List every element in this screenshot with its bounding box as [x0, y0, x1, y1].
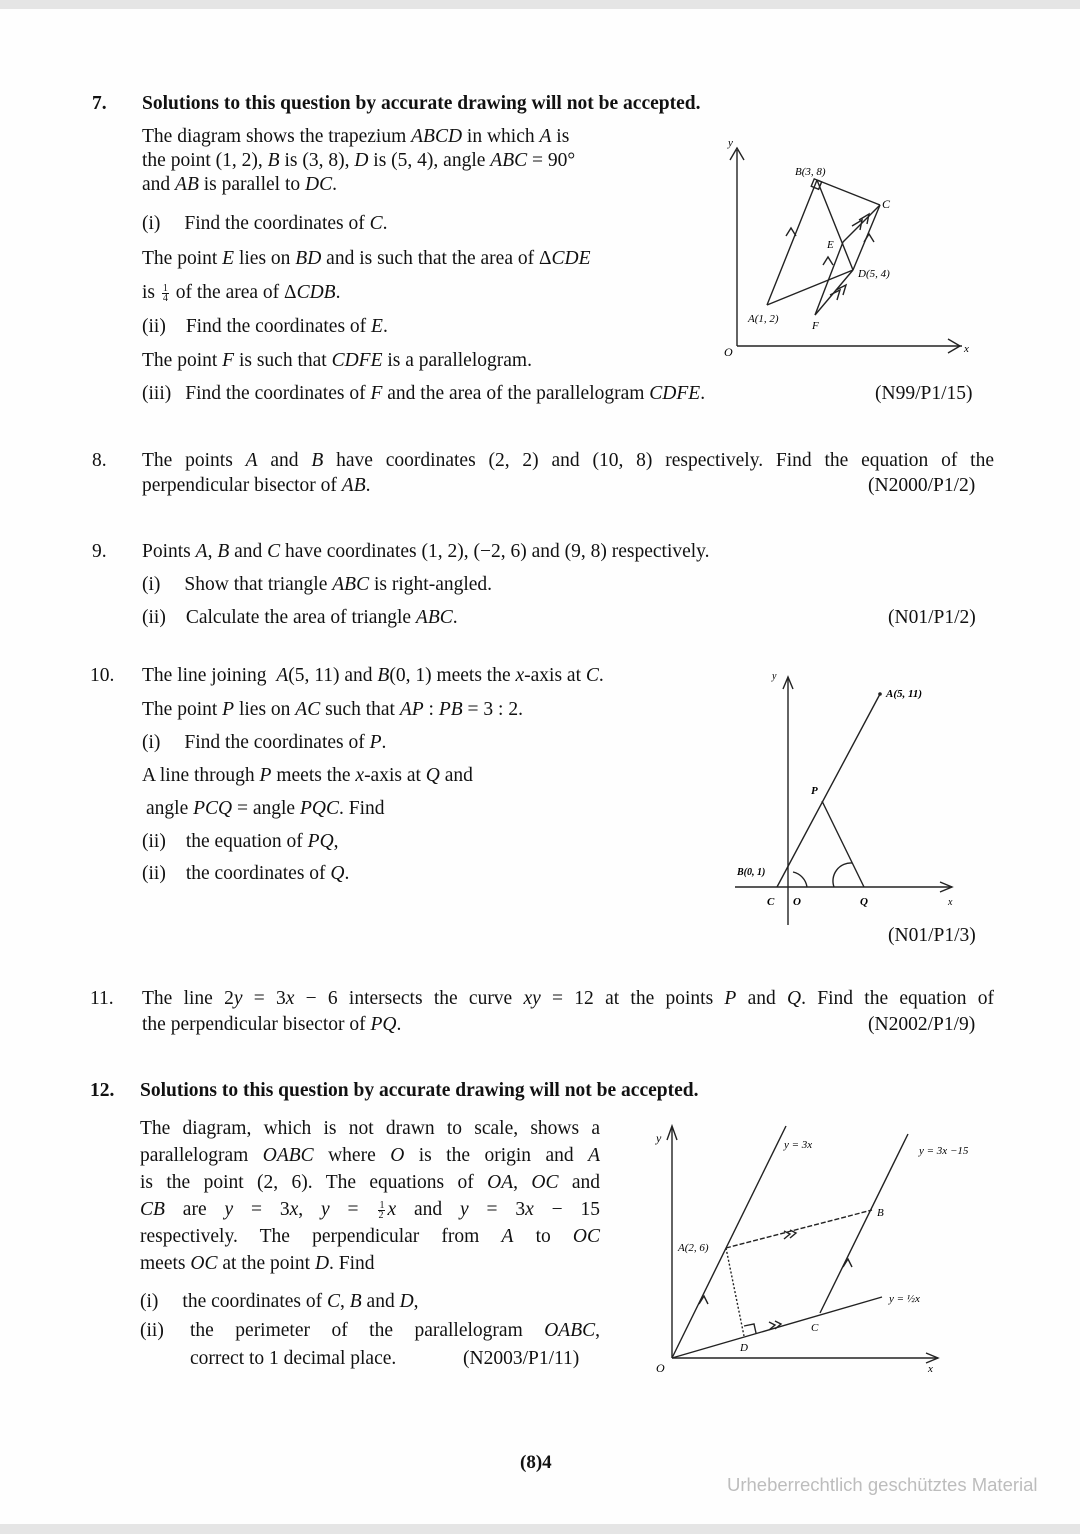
- question-number: 10.: [90, 665, 115, 686]
- svg-text:B: B: [877, 1207, 884, 1219]
- svg-text:x: x: [928, 1363, 933, 1375]
- svg-text:C: C: [811, 1322, 819, 1334]
- svg-text:D: D: [740, 1342, 748, 1354]
- svg-text:y: y: [772, 671, 777, 682]
- part-i: (i) Show that triangle ABC is right-angled.: [142, 574, 493, 595]
- svg-text:C: C: [882, 197, 891, 211]
- question-reference: (N01/P1/3): [888, 925, 976, 946]
- part-ii: (ii) the perimeter of the parallelogram OABC,: [140, 1320, 600, 1341]
- question-reference: (N2000/P1/2): [868, 475, 976, 496]
- svg-text:B(3, 8): B(3, 8): [795, 166, 826, 178]
- part-i: (i) Find the coordinates of C.: [142, 213, 388, 234]
- svg-text:E: E: [827, 239, 834, 251]
- question-number: 9.: [92, 541, 107, 562]
- question-text-line: parallelogram OABC where O is the origin and A: [140, 1145, 600, 1166]
- svg-text:y = ½x: y = ½x: [889, 1293, 920, 1305]
- question-text-line: perpendicular bisector of AB.: [142, 475, 371, 496]
- question-reference: (N2003/P1/11): [463, 1348, 580, 1369]
- top-border-strip: [0, 0, 1080, 9]
- question-text-line: the perpendicular bisector of PQ.: [142, 1014, 402, 1035]
- question-text-line: The diagram, which is not drawn to scale, shows a: [140, 1118, 600, 1139]
- question-text-line: Points A, B and C have coordinates (1, 2), (−2, 6) and (9, 8) respectively.: [142, 541, 710, 562]
- question-text-line: is $\frac{1}{4}$ of the area of ΔCDB.: [142, 282, 341, 305]
- svg-text:F: F: [812, 320, 819, 332]
- svg-text:C: C: [767, 896, 775, 908]
- svg-text:D(5, 4): D(5, 4): [858, 268, 890, 280]
- question-text-line: The line 2y = 3x − 6 intersects the curve xy = 12 at the points P and Q. Find the equation of: [142, 988, 995, 1009]
- page-number: (8)4: [520, 1452, 552, 1473]
- svg-text:y: y: [728, 137, 733, 149]
- svg-text:y = 3x −15: y = 3x −15: [919, 1145, 969, 1157]
- question-text-line: CB are y = 3x, y = $\frac{1}{2}$ x and y = 3x − 15: [140, 1199, 601, 1222]
- svg-text:A(2, 6): A(2, 6): [678, 1242, 709, 1254]
- question-text-line: the point (1, 2), B is (3, 8), D is (5, 4), angle ABC = 90°: [142, 150, 576, 171]
- question-reference: (N99/P1/15): [875, 383, 973, 404]
- question-text-line: The point P lies on AC such that AP : PB = 3 : 2.: [142, 699, 523, 720]
- svg-text:y = 3x: y = 3x: [784, 1139, 813, 1151]
- question-text-line: The point F is such that CDFE is a parallelogram.: [142, 350, 532, 371]
- part-ii: (ii) the equation of PQ,: [142, 831, 339, 852]
- svg-text:A(5, 11): A(5, 11): [886, 688, 923, 700]
- bottom-border-strip: [0, 1524, 1080, 1534]
- question-reference: (N01/P1/2): [888, 607, 976, 628]
- question-text-line: meets OC at the point D. Find: [140, 1253, 375, 1274]
- line-ac-diagram: [720, 665, 1000, 925]
- line-y-3x-15: [820, 1134, 908, 1313]
- svg-text:P: P: [811, 785, 818, 797]
- question-text-line: The point E lies on BD and is such that the area of ΔCDE: [142, 248, 591, 269]
- svg-text:O: O: [793, 896, 801, 908]
- svg-text:y: y: [656, 1131, 662, 1145]
- copyright-watermark: Urheberrechtlich geschütztes Material: [727, 1474, 1038, 1495]
- question-heading: Solutions to this question by accurate drawing will not be accepted.: [142, 93, 701, 114]
- question-text-line: The points A and B have coordinates (2, 2) and (10, 8) respectively. Find the equation of the: [142, 450, 995, 471]
- question-text-line: The line joining A(5, 11) and B(0, 1) meets the x-axis at C.: [142, 665, 604, 686]
- question-number: 11.: [90, 988, 114, 1009]
- part-i: (i) the coordinates of C, B and D,: [140, 1291, 419, 1312]
- question-heading: Solutions to this question by accurate drawing will not be accepted.: [140, 1080, 699, 1101]
- trapezium-diagram: [700, 130, 1000, 370]
- parallelogram-diagram: [640, 1110, 1010, 1390]
- question-text-line: correct to 1 decimal place.: [190, 1348, 397, 1369]
- question-reference: (N2002/P1/9): [868, 1014, 976, 1035]
- question-number: 8.: [92, 450, 107, 471]
- question-text-line: respectively. The perpendicular from A to OC: [140, 1226, 600, 1247]
- svg-text:B(0, 1): B(0, 1): [737, 867, 766, 878]
- question-text-line: and AB is parallel to DC.: [142, 174, 337, 195]
- svg-text:x: x: [948, 897, 953, 908]
- part-ii: (ii) Find the coordinates of E.: [142, 316, 388, 337]
- question-text-line: is the point (2, 6). The equations of OA, OC and: [140, 1172, 601, 1193]
- question-number: 7.: [92, 93, 107, 114]
- part-i: (i) Find the coordinates of P.: [142, 732, 387, 753]
- svg-text:x: x: [964, 343, 969, 355]
- question-text-line: angle PCQ = angle PQC. Find: [146, 798, 385, 819]
- svg-text:O: O: [656, 1361, 665, 1375]
- question-text-line: The diagram shows the trapezium ABCD in which A is: [142, 126, 570, 147]
- svg-text:A(1, 2): A(1, 2): [748, 313, 779, 325]
- part-iii: (ii) the coordinates of Q.: [142, 863, 350, 884]
- question-number: 12.: [90, 1080, 115, 1101]
- svg-text:O: O: [724, 345, 733, 359]
- svg-text:Q: Q: [860, 896, 868, 908]
- part-iii: (iii) Find the coordinates of F and the area of the parallelogram CDFE.: [142, 383, 706, 404]
- part-ii: (ii) Calculate the area of triangle ABC.: [142, 607, 458, 628]
- question-text-line: A line through P meets the x-axis at Q and: [142, 765, 473, 786]
